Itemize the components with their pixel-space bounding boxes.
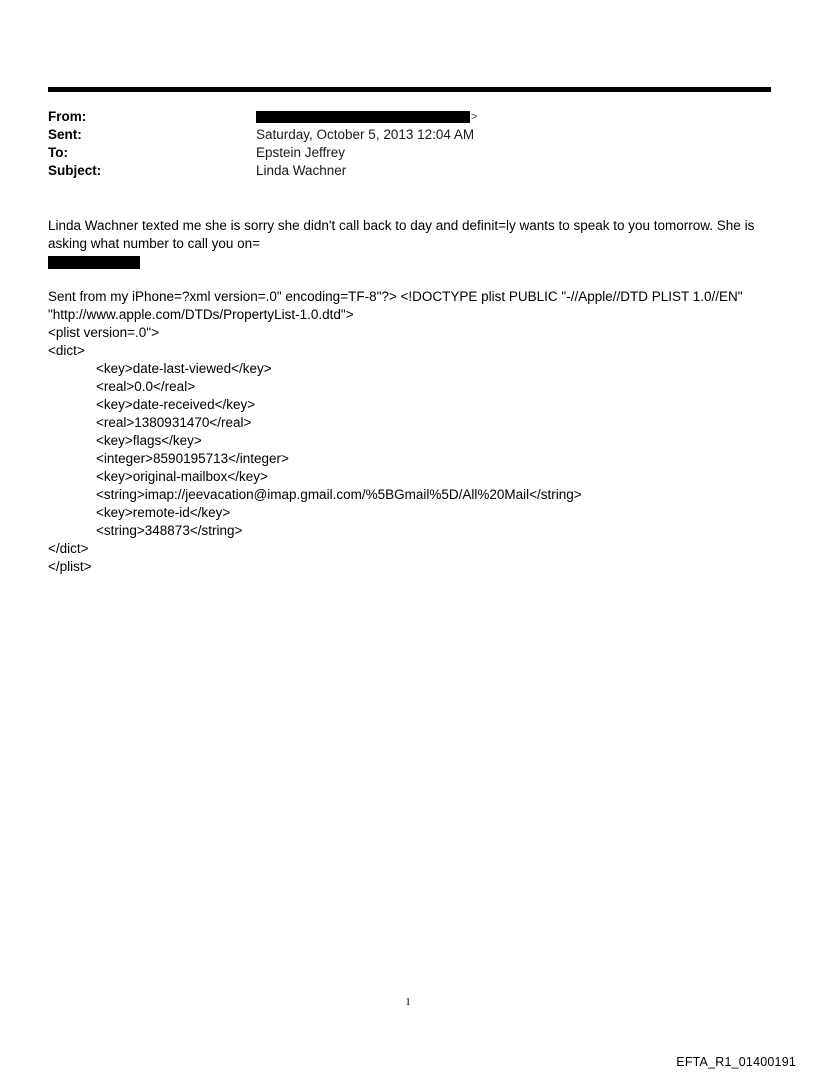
body-line: asking what number to call you on= <box>48 236 260 251</box>
plist-line: <key>flags</key> <box>96 433 202 448</box>
from-label: From: <box>48 109 87 124</box>
page-number: 1 <box>405 996 411 1008</box>
sent-label: Sent: <box>48 127 82 142</box>
redaction-bar <box>48 256 140 269</box>
to-label: To: <box>48 145 68 160</box>
to-row <box>48 144 748 162</box>
signature-line: Sent from my iPhone=?xml version=.0" encoding=TF-8"?> <!DOCTYPE plist PUBLIC "-//Apple//DTD PLIST 1.0//EN" <box>48 289 743 304</box>
plist-line: <plist version=.0"> <box>48 325 159 340</box>
email-body <box>48 217 768 269</box>
plist-line: <integer>8590195713</integer> <box>96 451 289 466</box>
to-value: Epstein Jeffrey <box>256 145 346 160</box>
signature-block <box>48 288 788 576</box>
plist-line: <key>date-received</key> <box>96 397 256 412</box>
redaction-bar <box>256 111 470 123</box>
plist-line: <key>original-mailbox</key> <box>96 469 268 484</box>
body-line: Linda Wachner texted me she is sorry she didn't call back to day and definit=ly wants to speak to you tomorrow. She is <box>48 218 755 233</box>
plist-line: <string>348873</string> <box>96 523 243 538</box>
plist-line: <key>remote-id</key> <box>96 505 231 520</box>
signature-line: "http://www.apple.com/DTDs/PropertyList-1.0.dtd"> <box>48 307 354 322</box>
plist-line: </plist> <box>48 559 92 574</box>
subject-value: Linda Wachner <box>256 163 347 178</box>
plist-line: <dict> <box>48 343 85 358</box>
plist-line: </dict> <box>48 541 89 556</box>
plist-line: <string>imap://jeevacation@imap.gmail.com/%5BGmail%5D/All%20Mail</string> <box>96 487 582 502</box>
from-value-tail: > <box>471 111 478 123</box>
document-id: EFTA_R1_01400191 <box>676 1055 796 1069</box>
plist-line: <real>1380931470</real> <box>96 415 252 430</box>
email-header <box>48 108 748 180</box>
sent-value: Saturday, October 5, 2013 12:04 AM <box>256 127 475 142</box>
plist-line: <real>0.0</real> <box>96 379 196 394</box>
plist-line: <key>date-last-viewed</key> <box>96 361 272 376</box>
sent-row <box>48 126 748 144</box>
header-divider <box>48 87 771 92</box>
from-row <box>48 108 748 126</box>
subject-row <box>48 162 748 180</box>
subject-label: Subject: <box>48 163 102 178</box>
